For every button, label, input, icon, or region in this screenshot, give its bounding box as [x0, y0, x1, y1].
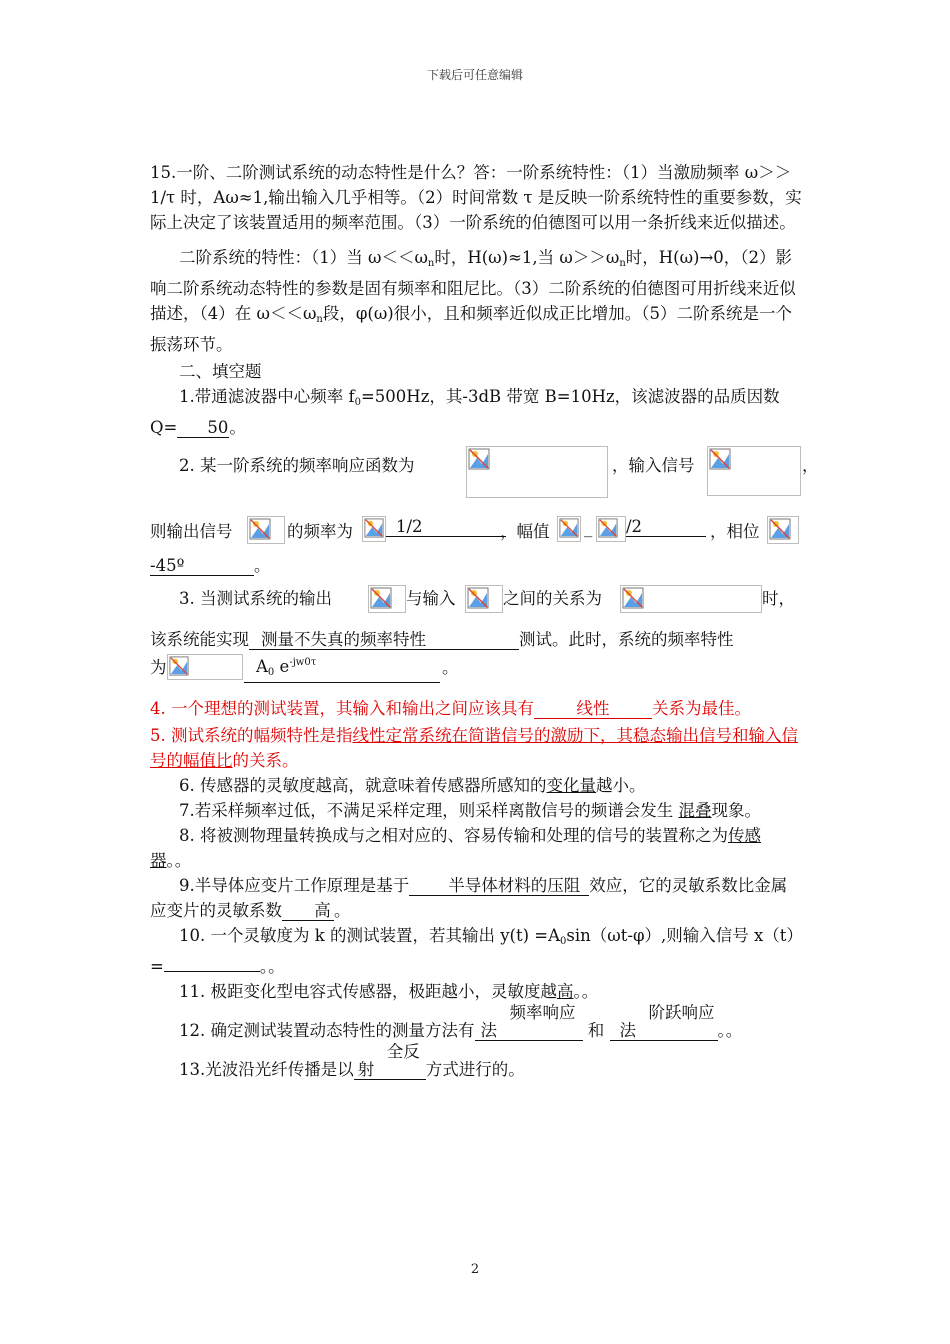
text: 9.半导体应变片工作原理是基于 — [179, 876, 410, 895]
text: 的关系。 — [232, 751, 299, 770]
fill-10 — [150, 923, 802, 979]
text: 段，φ(ω)很小，且和频率近似成正比增加。（5）二阶系统是一个振荡环节。 — [150, 304, 792, 354]
text: 为 — [150, 658, 167, 677]
text: e — [279, 657, 290, 676]
fill-3-line2 — [150, 627, 802, 652]
fill-3-line1 — [150, 581, 802, 619]
text: ，幅值 — [500, 522, 550, 541]
text: _ — [584, 518, 593, 537]
page-header: 下载后可任意编辑 — [426, 68, 523, 82]
fill-2-line2 — [150, 510, 802, 550]
text: 3. 当测试系统的输出 — [179, 589, 332, 608]
text: 。。 — [717, 1021, 743, 1040]
superscript: -jw0τ — [289, 657, 317, 668]
text: 和 — [587, 1021, 605, 1040]
formula-image-icon — [707, 446, 801, 496]
fill-2-line1 — [150, 446, 819, 504]
fill-7 — [150, 798, 802, 823]
fill-11 — [150, 979, 802, 1004]
text: 12. 确定测试装置动态特性的测量方法有 — [179, 1021, 475, 1040]
text: 则输出信号 — [150, 522, 233, 541]
formula-image-icon — [167, 654, 243, 680]
text: sin（ωt-φ）,则输入信号 x（t）= — [150, 926, 795, 976]
answer-blank: 测量不失真的频率特性 — [249, 631, 519, 650]
text: 该系统能实现 — [150, 630, 249, 649]
text: 效应，它的灵敏系数比金属应变片的灵敏系数 — [150, 876, 788, 920]
fill-1 — [150, 384, 802, 440]
formula-image-icon — [368, 585, 406, 613]
q15-first-order: 15.一阶、二阶测试系统的动态特性是什么？答：一阶系统特性：（1）当激励频率 ω＞＞1/τ 时，Aω≈1,输出输入几乎相等。（2）时间常数 τ 是反映一阶系统特性的重要参数，实 际上决定了该装置适用的频率范围。（3）一阶系统的伯德图可以用一条折线来近似描述。 — [150, 163, 802, 232]
text: 的频率为 — [287, 522, 353, 541]
answer-blank: 阶跃响应法 — [610, 1004, 718, 1041]
text: 关系为最佳。 — [652, 699, 751, 718]
fill-6 — [150, 773, 802, 798]
formula-image-icon — [596, 516, 626, 542]
text: 。。 — [259, 957, 285, 976]
subscript: n — [619, 258, 626, 269]
answer-blank-empty — [164, 971, 260, 972]
formula-image-icon — [362, 516, 386, 542]
answer-blank: 半导体材料的压阻 — [409, 877, 589, 896]
text: 。 — [334, 901, 351, 920]
subscript: n — [316, 314, 323, 325]
fill-12 — [150, 1004, 802, 1043]
text: 。。 — [573, 982, 599, 1001]
page-number: 2 — [470, 1262, 480, 1277]
text: A — [256, 657, 268, 676]
document-body — [150, 160, 819, 1082]
subscript: n — [427, 258, 435, 269]
formula-image-icon — [465, 585, 503, 613]
subscript: 0 — [560, 936, 567, 947]
formula-image-icon — [557, 516, 581, 542]
text: 13.光波沿光纤传播是以 — [179, 1060, 354, 1079]
text: 二阶系统的特性：（1）当 ω＜＜ω — [179, 248, 428, 267]
answer-underlined: 线性定常系统在简谐信号的激励下，其稳态输出信号和输入信号的幅值比 — [150, 726, 798, 770]
fill-8 — [150, 823, 802, 873]
formula-image-icon — [620, 585, 762, 613]
fill-2-line3 — [150, 553, 802, 578]
answer-underlined: 混叠 — [678, 801, 712, 820]
text: 4. 一个理想的测试装置，其输入和输出之间应该具有 — [150, 699, 534, 718]
text: 7.若采样频率过低，不满足采样定理，则采样离散信号的频谱会发生 — [179, 801, 674, 820]
fill-3-line3 — [150, 652, 802, 682]
answer-blank: -45º — [150, 557, 254, 576]
text: 越小。 — [596, 776, 646, 795]
answer-blank: 频率响应法 — [475, 1004, 583, 1041]
text: 与输入 — [406, 589, 456, 608]
answer-blank: 1/2 — [386, 518, 506, 537]
text: 5. 测试系统的幅频特性是指 — [150, 726, 353, 745]
formula-image-icon — [767, 516, 799, 544]
text: ，输入信号 — [612, 456, 695, 475]
answer-blank — [244, 654, 440, 683]
answer-blank: 高 — [282, 902, 334, 921]
text: 1.带通滤波器中心频率 f — [179, 387, 355, 406]
text: 10. 一个灵敏度为 k 的测试装置，若其输出 y(t) =A — [179, 926, 561, 945]
text: 。 — [442, 658, 459, 677]
text: 11. 极距变化型电容式传感器，极距越小，灵敏度越 — [179, 982, 557, 1001]
q15-second-order — [150, 245, 802, 357]
text: 测试。此时，系统的频率特性 — [519, 630, 734, 649]
formula-image-icon — [247, 516, 285, 544]
answer-underlined: 变化量 — [546, 776, 596, 795]
text: =500Hz，其-3dB 带宽 B=10Hz，该滤波器的品质因数 Q= — [150, 387, 780, 437]
text: 。。 — [166, 851, 192, 870]
subscript: 0 — [267, 667, 275, 678]
subscript: 0 — [354, 397, 361, 408]
text: 2. 某一阶系统的频率响应函数为 — [179, 456, 415, 475]
text: ， — [802, 456, 819, 475]
answer-blank: 全反射 — [354, 1043, 426, 1080]
fill-9 — [150, 873, 802, 923]
answer-blank: /2 — [626, 518, 706, 537]
text: 时，H(ω)≈1,当 ω＞＞ω — [434, 248, 620, 267]
answer-blank: 线性 — [534, 700, 652, 719]
text: 方式进行的。 — [425, 1060, 525, 1079]
answer-underlined: 高 — [557, 982, 574, 1001]
fill-4 — [150, 696, 802, 721]
text: ，相位 — [710, 522, 760, 541]
answer-blank: 50 — [177, 419, 229, 438]
text: 8. 将被测物理量转换成与之相对应的、容易传输和处理的信号的装置称之为 — [179, 826, 728, 845]
formula-image-icon — [466, 446, 608, 498]
text: 现象。 — [711, 801, 761, 820]
text: 时，H(ω)→0，（2）影响二阶系统动态特性的参数是固有频率和阻尼比。（3）二阶系统的伯德图可用折线来近似描述，（4）在 ω＜＜ω — [150, 248, 796, 323]
text: 时， — [762, 589, 795, 608]
fill-5 — [150, 723, 802, 773]
fill-13 — [150, 1043, 802, 1082]
text: 6. 传感器的灵敏度越高，就意味着传感器所感知的 — [179, 776, 547, 795]
text: 之间的关系为 — [503, 589, 602, 608]
text: 。 — [254, 556, 271, 575]
section-heading: 二、填空题 — [179, 362, 262, 381]
answer-underlined: 传感器 — [150, 826, 761, 870]
text: 。 — [229, 418, 246, 437]
